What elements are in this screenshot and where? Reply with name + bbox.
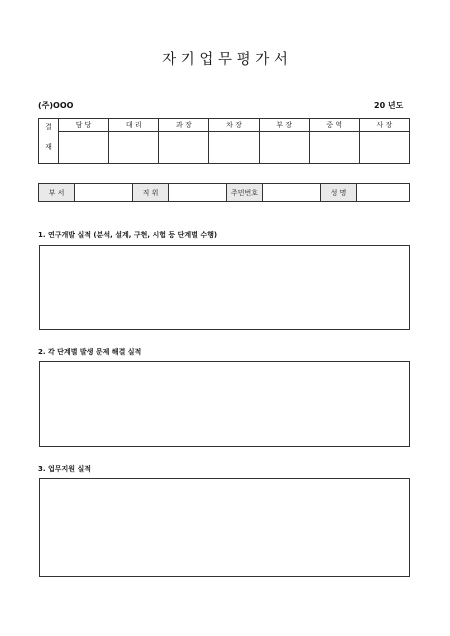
approval-sign-cell[interactable]	[209, 132, 259, 164]
employee-info-table	[38, 183, 410, 202]
year-field: 20 년도	[374, 101, 404, 110]
approval-sign-cell[interactable]	[159, 132, 209, 164]
approval-sign-cell[interactable]	[109, 132, 159, 164]
approval-header-president: 사 장	[359, 119, 409, 132]
position-label: 직 위	[133, 184, 169, 202]
approval-header-staff: 담 당	[59, 119, 109, 132]
section-title-problem-solving: 2. 각 단계별 발생 문제 해결 실적	[38, 348, 142, 356]
approval-header-deputy-director: 차 장	[209, 119, 259, 132]
company-name: (주)OOO	[38, 101, 74, 110]
name-field[interactable]	[357, 184, 410, 202]
approval-header-director: 부 장	[259, 119, 309, 132]
resident-id-field[interactable]	[263, 184, 321, 202]
approval-table	[38, 118, 410, 164]
section-title-rnd: 1. 연구개발 실적 (분석, 설계, 구현, 시험 등 단계별 수행)	[38, 231, 218, 239]
department-field[interactable]	[75, 184, 133, 202]
name-label: 성 명	[321, 184, 357, 202]
section-title-support: 3. 업무지원 실적	[38, 465, 91, 473]
approval-side-label-top: 결	[39, 119, 59, 132]
section-box-problem-solving[interactable]	[39, 361, 410, 447]
section-box-support[interactable]	[39, 478, 410, 577]
approval-sign-cell[interactable]	[59, 132, 109, 164]
approval-sign-cell[interactable]	[259, 132, 309, 164]
approval-sign-cell[interactable]	[359, 132, 409, 164]
approval-header-assistant-manager: 대 리	[109, 119, 159, 132]
approval-side-label-bottom: 재	[39, 132, 59, 164]
resident-id-label: 주민번호	[227, 184, 263, 202]
position-field[interactable]	[169, 184, 227, 202]
approval-sign-cell[interactable]	[309, 132, 359, 164]
approval-header-executive: 중 역	[309, 119, 359, 132]
page-title: 자 기 업 무 평 가 서	[162, 52, 288, 68]
department-label: 부 서	[39, 184, 75, 202]
section-box-rnd[interactable]	[39, 245, 410, 330]
approval-header-manager: 과 장	[159, 119, 209, 132]
